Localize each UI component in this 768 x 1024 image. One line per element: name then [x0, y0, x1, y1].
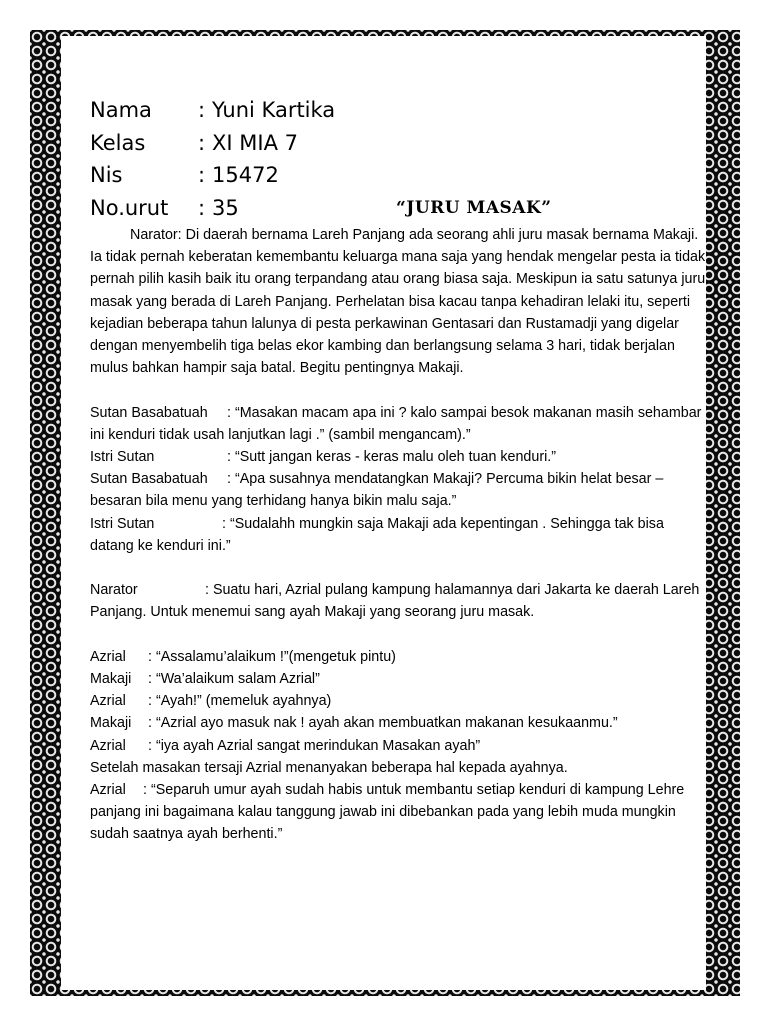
nama-value: Yuni Kartika [212, 98, 336, 122]
dialogue-line [90, 779, 710, 846]
dialogue-line [90, 446, 710, 468]
nama-label: Nama [90, 98, 152, 122]
spacer [90, 624, 710, 646]
speaker-name: Sutan Basabatuah [90, 471, 208, 488]
dialogue-line [90, 513, 710, 557]
student-header [90, 94, 552, 224]
dialogue-text: : “Assalamu’alaikum !”(mengetuk pintu) [148, 648, 396, 665]
kelas-colon: : [198, 130, 206, 155]
nourut-colon: : [198, 195, 206, 220]
nourut-label: No.urut [90, 195, 169, 220]
dialogue-text: : “Wa’alaikum salam Azrial” [148, 671, 320, 688]
speaker-name: Narator [90, 582, 138, 599]
dialogue-line [90, 402, 710, 446]
speaker-name: Azrial [90, 782, 126, 799]
dialogue-text: : “Masakan macam apa ini ? kalo sampai besok makanan masih sehambar ini kenduri tidak usah lanjutkan lagi .” (sambil mengancam).” [90, 404, 702, 443]
speaker-name: Azrial [90, 693, 126, 710]
dialogue-text: : Suatu hari, Azrial pulang kampung halamannya dari Jakarta ke daerah Lareh Panjang. Untuk menemui sang ayah Makaji yang seorang juru masak. [90, 582, 700, 621]
speaker-name: Makaji [90, 671, 132, 688]
nourut-row [90, 192, 552, 225]
speaker-name: Istri Sutan [90, 449, 155, 466]
dialogue-line [90, 646, 710, 668]
kelas-value: XI MIA 7 [212, 130, 298, 155]
spacer [90, 557, 710, 579]
nourut-value: 35 [212, 195, 239, 220]
document-title: “JURU MASAK” [396, 197, 552, 218]
narrator-intro: Narator: Di daerah bernama Lareh Panjang ada seorang ahli juru masak bernama Makaji. Ia tidak pernah keberatan kemembantu keluarga mana saja yang hendak mengelar pesta ia tidak pernah pilih kasih baik itu orang terpandang atau orang biasa saja. Meskipun ia satu satunya juru masak yang berada di Lareh Panjang. Perhelatan bisa kacau tanpa kehadiran lelaki itu, seperti kejadian beberapa tahun lalunya di pesta perkawinan Gentasari dan Rustamadji yang digelar dengan menyembelih tiga belas ekor kambing dan berlangsung selama 3 hari, tidak berjalan mulus bahkan hampir saja batal. Begitu pentingnya Makaji. [90, 227, 706, 377]
dialogue-text: : “Sudalahh mungkin saja Makaji ada kepentingan . Sehingga tak bisa datang ke kenduri ini.” [90, 515, 664, 554]
dialogue-text: : “Ayah!” (memeluk ayahnya) [148, 693, 332, 710]
narrator-line [90, 579, 710, 623]
dialogue-text: : “iya ayah Azrial sangat merindukan Masakan ayah” [148, 737, 481, 754]
dialogue-line [90, 690, 710, 712]
spacer [90, 379, 710, 401]
speaker-name: Azrial [90, 648, 126, 665]
kelas-label: Kelas [90, 130, 146, 155]
speaker-name: Sutan Basabatuah [90, 404, 208, 421]
script-body [90, 224, 710, 846]
narration-line: Setelah masakan tersaji Azrial menanyakan beberapa hal kepada ayahnya. [90, 759, 568, 776]
dialogue-text: : “Sutt jangan keras - keras malu oleh tuan kenduri.” [227, 449, 556, 466]
kelas-row [90, 127, 335, 160]
nis-colon: : [198, 163, 206, 187]
dialogue-line [90, 735, 710, 757]
dialogue-line [90, 468, 710, 512]
dialogue-line [90, 668, 710, 690]
speaker-name: Makaji [90, 715, 132, 732]
nis-value: 15472 [212, 163, 279, 187]
nama-row [90, 94, 335, 127]
dialogue-line [90, 712, 710, 734]
nis-label: Nis [90, 163, 123, 187]
speaker-name: Istri Sutan [90, 515, 155, 532]
dialogue-text: : “Azrial ayo masuk nak ! ayah akan membuatkan makanan kesukaanmu.” [148, 715, 618, 732]
nis-row [90, 159, 335, 192]
nama-colon: : [198, 98, 206, 122]
dialogue-text: : “Separuh umur ayah sudah habis untuk membantu setiap kenduri di kampung Lehre panjang ini bagaimana kalau tanggung jawab ini dibebankan pada yang lebih muda mungkin sudah saatnya ayah berhenti.” [90, 782, 685, 843]
speaker-name: Azrial [90, 737, 126, 754]
dialogue-text: : “Apa susahnya mendatangkan Makaji? Percuma bikin helat besar – besaran bila menu yang terhidang hanya bikin malu saja.” [90, 471, 664, 510]
